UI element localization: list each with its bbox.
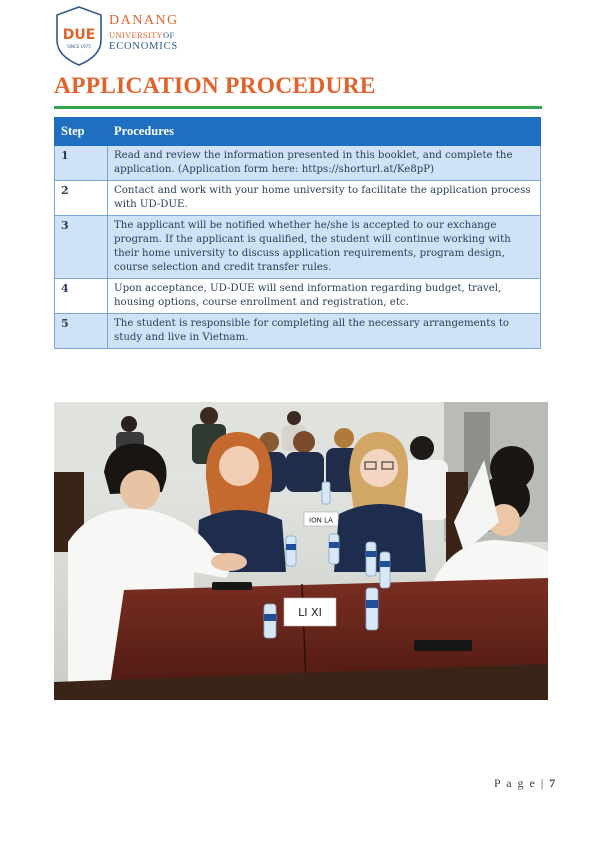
students-meeting-photo xyxy=(54,402,548,700)
procedure-table xyxy=(54,117,541,349)
step-number: 3 xyxy=(55,216,108,279)
header-procedures: Procedures xyxy=(108,118,541,146)
page-number: 7 xyxy=(549,776,556,790)
step-number: 2 xyxy=(55,181,108,216)
logo-line-of: OF xyxy=(163,30,175,40)
step-text: The student is responsible for completing all the necessary arrangements to study and live in Vietnam. xyxy=(108,314,541,349)
table-row xyxy=(55,181,541,216)
table-header-row xyxy=(55,118,541,146)
logo-line-economics: ECONOMICS xyxy=(109,40,179,52)
table-row xyxy=(55,146,541,181)
step-text: Read and review the information presented in this booklet, and complete the application. (Application form here: https://shorturl.at/Ke8pP) xyxy=(108,146,541,181)
logo-since: SINCE 1975 xyxy=(67,44,91,49)
title-divider xyxy=(54,106,542,109)
table-row xyxy=(55,314,541,349)
back-table-sign: ION LA xyxy=(309,516,333,525)
logo-badge: DUE xyxy=(62,27,96,43)
step-number: 1 xyxy=(55,146,108,181)
step-number: 4 xyxy=(55,279,108,314)
table-name-sign: LI XI xyxy=(298,606,322,619)
step-text: Contact and work with your home university to facilitate the application process with UD-DUE. xyxy=(108,181,541,216)
logo-line-university: UNIVERSITY xyxy=(109,30,163,40)
step-text: The applicant will be notified whether he/she is accepted to our exchange program. If the applicant is qualified, the student will continue working with their home university to discuss application requirements, program design, course selection and credit transfer rules. xyxy=(108,216,541,279)
step-number: 5 xyxy=(55,314,108,349)
shield-logo-icon xyxy=(55,6,103,66)
page-label: P a g e | xyxy=(494,776,545,790)
table-row xyxy=(55,279,541,314)
logo-line-danang: DANANG xyxy=(109,13,179,28)
header-step: Step xyxy=(55,118,108,146)
step-text: Upon acceptance, UD-DUE will send information regarding budget, travel, housing options, course enrollment and registration, etc. xyxy=(108,279,541,314)
page-title: APPLICATION PROCEDURE xyxy=(54,73,376,99)
table-row xyxy=(55,216,541,279)
page-footer xyxy=(494,776,555,791)
university-logo xyxy=(55,6,200,66)
photo-illustration xyxy=(54,402,548,700)
